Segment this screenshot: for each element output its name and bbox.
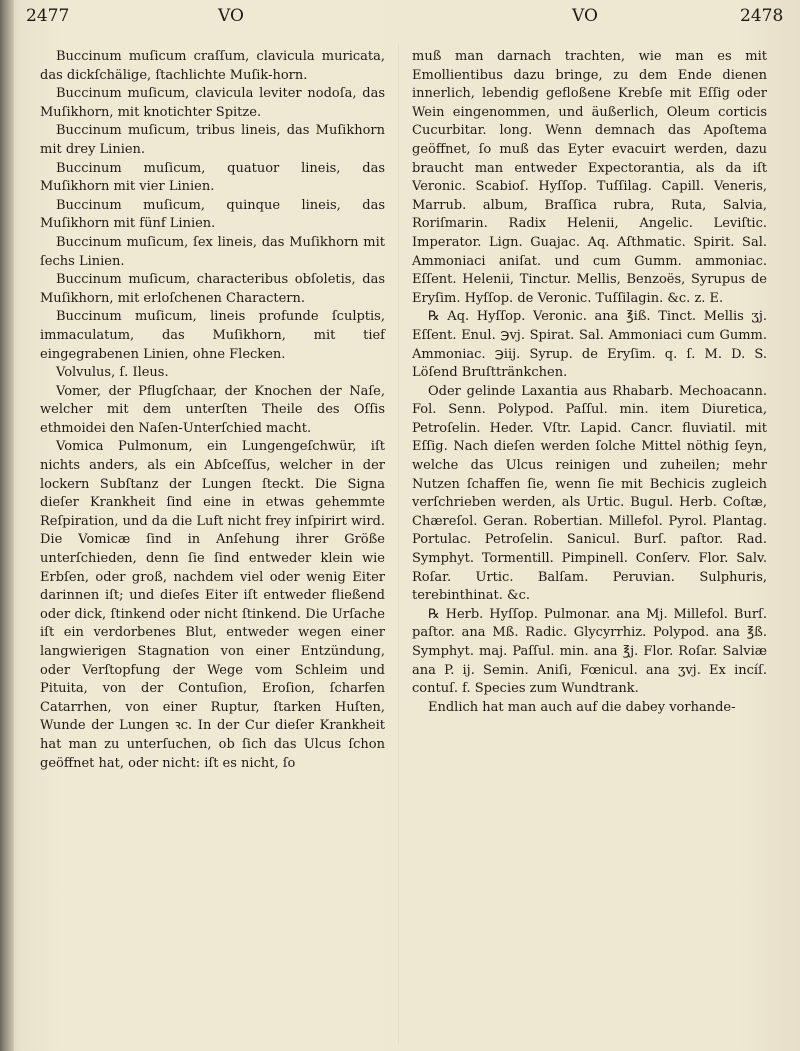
entry-buccinum-quatuor: Buccinum muſicum, quatuor lineis, das Muſikhorn mit vier Linien. xyxy=(40,160,385,195)
recipe-bruststrankchen: ℞ Aq. Hyſſop. Veronic. ana ℥iß. Tinct. Mellis ʒj. Eſſent. Enul. ℈vj. Spirat. Sal. Ammoniaci cum Gumm. Ammoniac. ℈iij. Syrup. de Eryſim. q. ſ. M. D. S. Löſend Bruſttränkchen. xyxy=(412,309,767,381)
entry-buccinum-profunde: Buccinum muſicum, lineis profunde ſculptis, immaculatum, das Muſikhorn, mit tief eingegrabenen Linien, ohne Flecken. xyxy=(40,309,385,362)
paragraph-laxantia: Oder gelinde Laxantia aus Rhabarb. Mechoacann. Fol. Senn. Polypod. Paſſul. min. item Diuretica, Petroſelin. Heder. Vſtr. Lapid. Cancr. fluviatil. mit Eſſig. Nach dieſen werden ſolche Mittel nöthig ſeyn, welche das Ulcus reinigen und zuheilen; mehr Nutzen ſchaffen ſie, wenn ſie mit Bechicis zugleich verſchrieben werden, als Urtic. Bugul. Herb. Coſtæ, Chæreſol. Geran. Robertian. Millefol. Pyrol. Plantag. Portulac. Petroſelin. Sanicul. Burſ. paſtor. Rad. Symphyt. Tormentill. Pimpinell. Conſerv. Flor. Salv. Roſar. Urtic. Balſam. Peruvian. Sulphuris, terebinthinat. &c. xyxy=(412,383,767,604)
left-column xyxy=(40,48,385,773)
entry-volvulus: Volvulus, ſ. Ileus. xyxy=(56,365,169,381)
entry-buccinum-nodosa: Buccinum muſicum, clavicula leviter nodoſa, das Muſikhorn, mit knotichter Spitze. xyxy=(40,86,385,120)
right-running-head: VO xyxy=(572,6,598,26)
left-page-number: 2477 xyxy=(26,6,70,26)
entry-buccinum-obsoletis: Buccinum muſicum, characteribus obſoletis, das Muſikhorn, mit erloſchenen Charactern. xyxy=(40,272,385,306)
column-gutter xyxy=(398,44,399,1044)
right-column xyxy=(412,48,767,717)
right-page-number: 2478 xyxy=(740,6,784,26)
entry-vomer: Vomer, der Pflugſchaar, der Knochen der Naſe, welcher mit dem unterſten Theile des Oſſis ethmoidei den Naſen-Unterſchied macht. xyxy=(40,383,385,436)
left-running-head: VO xyxy=(218,6,244,26)
entry-buccinum-quinque: Buccinum muſicum, quinque lineis, das Muſikhorn mit fünf Linien. xyxy=(40,197,385,232)
entry-buccinum-tribus: Buccinum muſicum, tribus lineis, das Muſikhorn mit drey Linien. xyxy=(40,123,385,157)
entry-buccinum-sex: Buccinum muſicum, ſex lineis, das Muſikhorn mit ſechs Linien. xyxy=(40,234,385,269)
recipe-wundtrank: ℞ Herb. Hyſſop. Pulmonar. ana Mj. Millefol. Burſ. paſtor. ana Mß. Radic. Glycyrrhiz. Polypod. ana ℥ß. Symphyt. maj. Paſſul. min. ana ℥j. Flor. Roſar. Salviæ ana P. ij. Semin. Aniſi, Fœnicul. ana ʒvj. Ex incíſ. contuſ. f. Species zum Wundtrank. xyxy=(412,606,767,697)
entry-vomica-pulmonum: Vomica Pulmonum, ein Lungengeſchwür, iſt nichts anders, als ein Abſceſſus, welcher in der lockern Subſtanz der Lungen ſteckt. Die Signa dieſer Krankheit ſind eine in etwas gehemmte Reſpiration, und da die Luft nicht frey inſpirirt wird. Die Vomicæ ſind in Anſehung ihrer Größe unterſchieden, denn ſie ſind entweder klein wie Erbſen, oder groß, nachdem viel oder wenig Eiter darinnen iſt; und dieſes Eiter iſt entweder fließend oder dick, ſtinkend oder nicht ſtinkend. Die Urſache iſt ein verdorbenes Blut, entweder wegen einer langwierigen Stagnation von einer Entzündung, oder Verſtopfung der Wege vom Schleim und Pituita, von der Contuſion, Eroſion, ſcharfen Catarrhen, von einer Ruptur, ſtarken Huſten, Wunde der Lungen ꝛc. In der Cur dieſer Krankheit hat man zu unterſuchen, ob ſich das Ulcus ſchon geöffnet hat, oder nicht: iſt es nicht, ſo xyxy=(40,439,385,771)
paragraph-endlich: Endlich hat man auch auf die dabey vorhande- xyxy=(428,699,736,715)
entry-buccinum-crassum: Buccinum muſicum craſſum, clavicula muricata, das dickſchälige, ſtachlichte Muſik-horn. xyxy=(40,49,385,83)
running-header xyxy=(0,6,800,32)
paragraph-emollientia: muß man darnach trachten, wie man es mit Emollientibus dazu bringe, zu dem Ende dienen innerlich, lebendig gefloßene Krebſe mit Eſſig oder Wein eingenommen, und äußerlich, Oleum corticis Cucurbitar. long. Wenn demnach das Apoſtema geöffnet, ſo muß das Eyter evacuirt werden, dazu braucht man entweder Expectorantia, als da iſt Veronic. Scabioſ. Hyſſop. Tuſſilag. Capill. Veneris, Marrub. album, Braſſica rubra, Ruta, Salvia, Roriſmarin. Radix Helenii, Angelic. Leviſtic. Imperator. Lign. Guajac. Aq. Aſthmatic. Spirit. Sal. Ammoniaci aniſat. und cum Gumm. ammoniac. Eſſent. Helenii, Tinctur. Mellis, Benzoës, Syrupus de Eryſim. Hyſſop. de Veronic. Tuſſilagin. &c. z. E. xyxy=(412,49,767,306)
book-binding-edge xyxy=(0,0,14,1051)
